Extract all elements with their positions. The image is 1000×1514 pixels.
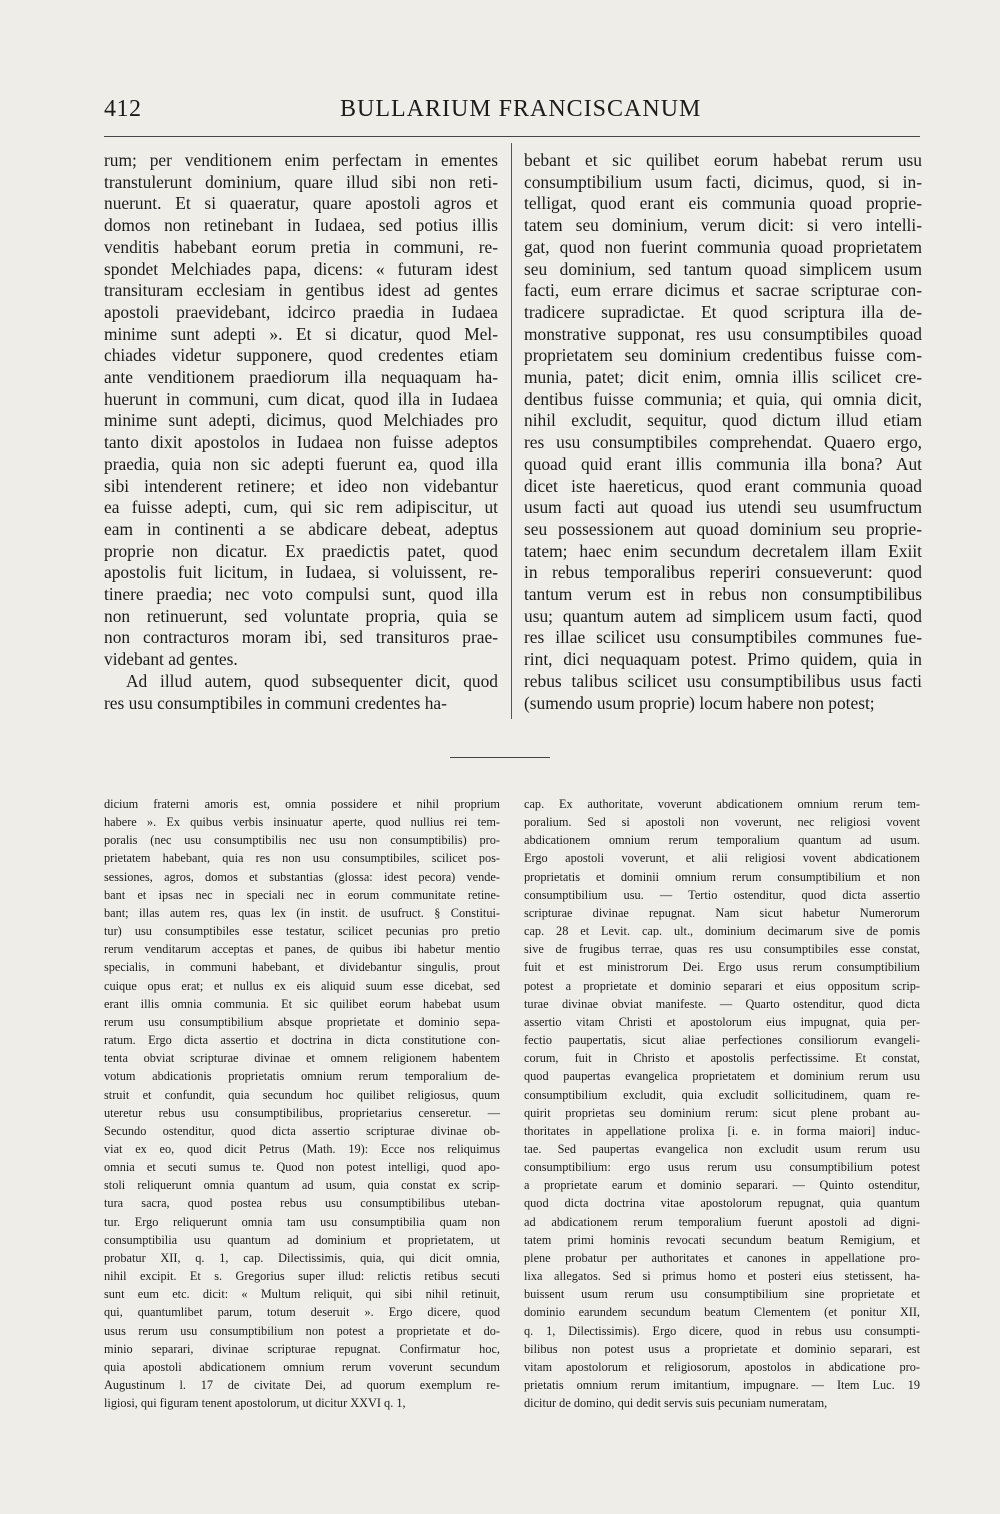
text-line: tatem; haec enim secundum decretalem illam Exiit: [524, 540, 922, 561]
text-line: scripturae divinae repugnat. Nam sicut habetur Numerorum: [524, 905, 920, 920]
text-line: tura sacra, quod postea rebus usu consumptibilibus uteban-: [104, 1196, 500, 1211]
text-line: tanto dixit apostolos in Iudaea non fuisse adeptos: [104, 432, 498, 453]
text-line: spondet Melchiades papa, dicens: « futuram idest: [104, 258, 498, 279]
text-line: rerum usu consumptibilium absque proprietate et dominio sepa-: [104, 1014, 500, 1029]
text-line: dicet iste haereticus, quod erant communia quoad: [524, 475, 922, 496]
running-head: BULLARIUM FRANCISCANUM: [340, 96, 702, 122]
text-line: abdicationem omnium rerum temporalium quantum ad usum.: [524, 833, 920, 848]
text-line: ligiosi, qui figuram tenent apostolorum, ut dicitur XXVI q. 1,: [104, 1396, 406, 1411]
text-line: sessiones, agros, domos et substantias (glossa: idest pecora) vende-: [104, 869, 500, 884]
text-line: quod paupertas evangelica proprietatem et dominium rerum usu: [524, 1069, 920, 1084]
text-line: rerum venditarum acceptas et panes, de quibus ibi habetur mentio: [104, 942, 500, 957]
text-line: bilibus non potest usus a proprietate et dominio separari, est: [524, 1341, 920, 1356]
text-line: vitam apostolorum et religiosorum, apostolos in abdicatione pro-: [524, 1359, 920, 1374]
text-line: domos non retinebant in Iudaea, sed potius illis: [104, 215, 498, 236]
text-line: fectio paupertatis, sicut aliae perfectiones consiliorum evangeli-: [524, 1033, 920, 1048]
text-line: res usu consumptibiles in communi credentes ha-: [104, 692, 447, 713]
text-line: facti, eum errare dicimus et sacrae scripturae con-: [524, 280, 922, 301]
text-line: nihil excipit. Et s. Gregorius super illud: relictis retibus secuti: [104, 1269, 500, 1284]
text-line: Ergo apostoli voverunt, et alii religiosi vovent abdicationem: [524, 851, 920, 866]
text-line: consumptibilia usu quantum ad dominium et proprietatem, ut: [104, 1232, 500, 1247]
text-line: huerunt in communi, cum dicat, quod illa in Iudaea: [104, 388, 498, 409]
text-line: usus rerum usu consumptibilium non potest a proprietate et do-: [104, 1323, 500, 1338]
main-text-left-column: [104, 150, 498, 714]
text-line: seu dominium, sed tantum quoad simplicem usum: [524, 258, 922, 279]
text-line: bant; illas autem res, quas lex (in instit. de usufruct. § Constitui-: [104, 905, 500, 920]
text-line: venditis habebant eorum pretia in communi, re-: [104, 236, 498, 257]
text-line: Ad illud autem, quod subsequenter dicit, quod: [126, 670, 498, 691]
text-line: ad abdicationem rerum temporalium fuerunt apostoli ad digni-: [524, 1214, 920, 1229]
text-line: proprietatis et dominii omnium rerum consumptibilium et non: [524, 869, 920, 884]
text-line: monstrative supponat, res usu consumptibiles quoad: [524, 323, 922, 344]
text-line: seu possessionem aut quoad dominium seu proprie-: [524, 518, 922, 539]
text-line: res illae scilicet usu consumptibiles communes fue-: [524, 627, 922, 648]
text-line: bant et ipsas nec in speciali nec in eorum communitate retine-: [104, 887, 500, 902]
text-line: ante venditionem praediorum illa nequaquam ha-: [104, 367, 498, 388]
text-line: dominio earundem secundum beatum Clementem (et ponitur XII,: [524, 1305, 920, 1320]
text-line: gat, quod non fuerint communia quoad proprietatem: [524, 236, 922, 257]
text-line: qui, quantumlibet parum, totum deseruit ». Ergo dicere, quod: [104, 1305, 500, 1320]
text-line: tur. Ergo reliquerunt omnia tam usu consumptibilia quam non: [104, 1214, 500, 1229]
text-line: nuerunt. Et si quaeratur, quare apostoli agros et: [104, 193, 498, 214]
text-line: quia apostoli abdicationem omnium rerum voverunt secundum: [104, 1359, 500, 1374]
footnotes-left-column: [104, 795, 500, 1412]
text-line: dentibus fuisse communia; et quia, qui omnia dicit,: [524, 388, 922, 409]
text-line: chiades videtur supponere, quod credentes etiam: [104, 345, 498, 366]
main-text-right-column: [524, 150, 922, 714]
text-line: proprie non dicatur. Ex praedictis patet, quod: [104, 540, 498, 561]
text-line: quoad quid erant illis communia illa bona? Aut: [524, 453, 922, 474]
text-line: corum, fuit in Christo et apostolis perfectissime. Et constat,: [524, 1051, 920, 1066]
text-line: in rebus temporalibus reperiri consueverunt: quod: [524, 562, 922, 583]
text-line: apostoli praevidebant, idcirco praedia in Iudaea: [104, 301, 498, 322]
header-rule: [104, 136, 920, 137]
text-line: a proprietate earum et dominio separari. — Quinto ostenditur,: [524, 1178, 920, 1193]
text-line: tatem primi hominis revocati secundum beatum Remigium, et: [524, 1232, 920, 1247]
text-line: tatem seu dominium, verum dicit: si vero intelli-: [524, 215, 922, 236]
text-line: dicium fraterni amoris est, omnia possidere et nihil proprium: [104, 797, 500, 811]
text-line: prietatem habebant, quia res non usu consumptibiles, scilicet pos-: [104, 851, 500, 866]
text-line: prietatis omnium rerum imitantium, impugnare. — Item Luc. 19: [524, 1378, 920, 1392]
text-line: tinere praedia; nec voto compulsi sunt, quod illa: [104, 584, 498, 605]
text-line: non contracturos moram ibi, sed transituros prae-: [104, 627, 498, 648]
text-line: consumptibilium usum facti, dicimus, quod, si in-: [524, 171, 922, 192]
text-line: ea fuisse adepti, cum, qui sic rem adipiscitur, ut: [104, 497, 498, 518]
text-line: transituram ecclesiam in gentibus idest ad gentes: [104, 280, 498, 301]
text-line: munia, patet; dicit enim, omnia illis scilicet cre-: [524, 367, 922, 388]
text-line: plene probatur per authoritates et canones in appellatione pro-: [524, 1250, 920, 1265]
text-line: tur) usu consumptibiles esse testatur, scilicet pecunias pro pretio: [104, 924, 500, 939]
column-divider: [511, 143, 512, 719]
text-line: telligat, quod erant eis communia quoad proprie-: [524, 193, 922, 214]
text-line: probatur XII, q. 1, cap. Dilectissimis, quia, qui dicit omnia,: [104, 1250, 500, 1265]
text-line: sunt eum etc. dicit: « Multum reliquit, qui sibi nihil retinuit,: [104, 1287, 500, 1302]
text-line: votum abdicationis proprietatis omnium rerum temporalium de-: [104, 1069, 500, 1084]
text-line: omnia et secuti sumus te. Quod non potest intelligi, quod apo-: [104, 1160, 500, 1175]
text-line: quirit proprietas seu dominium rerum: sicut plene probant au-: [524, 1105, 920, 1120]
text-line: tantum verum est in rebus non consumptibilibus: [524, 584, 922, 605]
text-line: videbant ad gentes.: [104, 649, 238, 670]
text-line: viat ex eo, quod dicit Petrus (Math. 19): Ecce nos reliquimus: [104, 1141, 500, 1156]
text-line: specialis, in communi habebant, et dividebantur singulis, prout: [104, 960, 500, 975]
text-line: q. 1, Dilectissimis). Ergo dicere, quod in rebus usu consumpti-: [524, 1323, 920, 1338]
text-line: (sumendo usum proprie) locum habere non potest;: [524, 692, 875, 713]
text-line: poralium. Sed si apostoli non voverunt, nec religiosi vovent: [524, 815, 920, 830]
page-number: 412: [104, 96, 142, 122]
text-line: assertio vitam Christi et apostolorum eius impugnat, quia per-: [524, 1014, 920, 1029]
text-line: nihil excludit, sequitur, quod dictum illud etiam: [524, 410, 922, 431]
text-line: tradicere supradictae. Et quod scriptura illa de-: [524, 301, 922, 322]
text-line: tae. Sed paupertas evangelica non excludit usum rerum usu: [524, 1141, 920, 1156]
text-line: uteretur rebus usu consumptibilibus, proprietarius censeretur. —: [104, 1105, 500, 1120]
text-line: poralis (nec usu consumptibilis nec usu non consumptibilis) pro-: [104, 833, 500, 848]
text-line: thoritates in appellatione prolixa [i. e. in forma maiori] induc-: [524, 1123, 920, 1138]
text-line: cap. 28 et Levit. cap. ult., dominium decimarum sive de pomis: [524, 924, 920, 939]
text-line: rebus talibus scilicet usu consumptibilibus usus facti: [524, 670, 922, 691]
text-line: Augustinum l. 17 de civitate Dei, ad quorum exemplum re-: [104, 1378, 500, 1392]
footnotes-right-column: [524, 795, 920, 1412]
text-line: ratum. Ergo dicta assertio et doctrina in dicta constitutione con-: [104, 1033, 500, 1048]
text-line: minime sunt adepti, dicimus, quod Melchiades pro: [104, 410, 498, 431]
text-line: proprietatem seu dominium credentibus fuisse com-: [524, 345, 922, 366]
text-line: dicitur de domino, qui dedit servis suis pecuniam numeratam,: [524, 1396, 828, 1411]
text-line: praedia, quia non sic adepti fuerunt ea, quod illa: [104, 453, 498, 474]
text-line: fuit et est ministrorum Dei. Ergo usus rerum consumptibilium: [524, 960, 920, 975]
text-line: sive de frugibus terrae, quas res usu consumptibiles esse constat,: [524, 942, 920, 957]
text-line: quod dicta doctrina vitae apostolorum repugnat, quia quantum: [524, 1196, 920, 1211]
footnote-separator: [450, 757, 550, 758]
text-line: Secundo ostenditur, quod dicta assertio scripturae divinae ob-: [104, 1123, 500, 1138]
text-line: potest a proprietate et dominio separari et eius oppositum scrip-: [524, 978, 920, 993]
text-line: apostolis fuit licitum, in Iudaea, si voluissent, re-: [104, 562, 498, 583]
text-line: consumptibilium: ergo usus rerum usu consumptibilium potest: [524, 1160, 920, 1175]
text-line: buissent usum rerum usu consumptibilium sine proprietate et: [524, 1287, 920, 1302]
text-line: tenta obviat scripturae divinae et omnem religionem habentem: [104, 1051, 500, 1066]
text-line: consumptibilium excludit, quia excludit sollicitudinem, quam re-: [524, 1087, 920, 1102]
text-line: res usu consumptibiles comprehendat. Quaero ergo,: [524, 432, 922, 453]
text-line: minio separari, divinae scripturae repugnat. Confirmatur hoc,: [104, 1341, 500, 1356]
text-line: bebant et sic quilibet eorum habebat rerum usu: [524, 150, 922, 170]
text-line: rint, dici nequaquam potest. Primo quidem, quia in: [524, 649, 922, 670]
text-line: cap. Ex authoritate, voverunt abdicationem omnium rerum tem-: [524, 797, 920, 811]
text-line: stoli reliquerunt omnia quantum ad usum, quia constat ex scrip-: [104, 1178, 500, 1193]
text-line: rum; per venditionem enim perfectam in ementes: [104, 150, 498, 170]
text-line: usum facti aut quoad ius utendi seu usumfructum: [524, 497, 922, 518]
text-line: turae divinae obviat manifeste. — Quarto ostenditur, quod dicta: [524, 996, 920, 1011]
text-line: usu; quantum autem ad simplicem usum facti, quod: [524, 605, 922, 626]
text-line: minime sunt adepti ». Et si dicatur, quod Mel-: [104, 323, 498, 344]
text-line: eam in continenti a se abdicare debeat, adeptus: [104, 518, 498, 539]
text-line: erant illis omnia communia. Et sic quilibet eorum habebat usum: [104, 996, 500, 1011]
text-line: transtulerunt dominium, quare illud sibi non reti-: [104, 171, 498, 192]
text-line: habere ». Ex quibus verbis insinuatur aperte, quod nullius rei tem-: [104, 815, 500, 830]
text-line: cuique opus erat; et nullus ex eis aliquid suum esse dicebat, sed: [104, 978, 500, 993]
text-line: non retinuerunt, sed voluntate propria, quia se: [104, 605, 498, 626]
text-line: consumptibilium usu. — Tertio ostenditur, quod dicta assertio: [524, 887, 920, 902]
text-line: struit et confundit, quia secundum hoc quilibet religiosus, quum: [104, 1087, 500, 1102]
text-line: sibi intenderent retinere; et ideo non videbantur: [104, 475, 498, 496]
text-line: lixa allegatos. Sed si primus homo et posteri eius stetissent, ha-: [524, 1269, 920, 1284]
